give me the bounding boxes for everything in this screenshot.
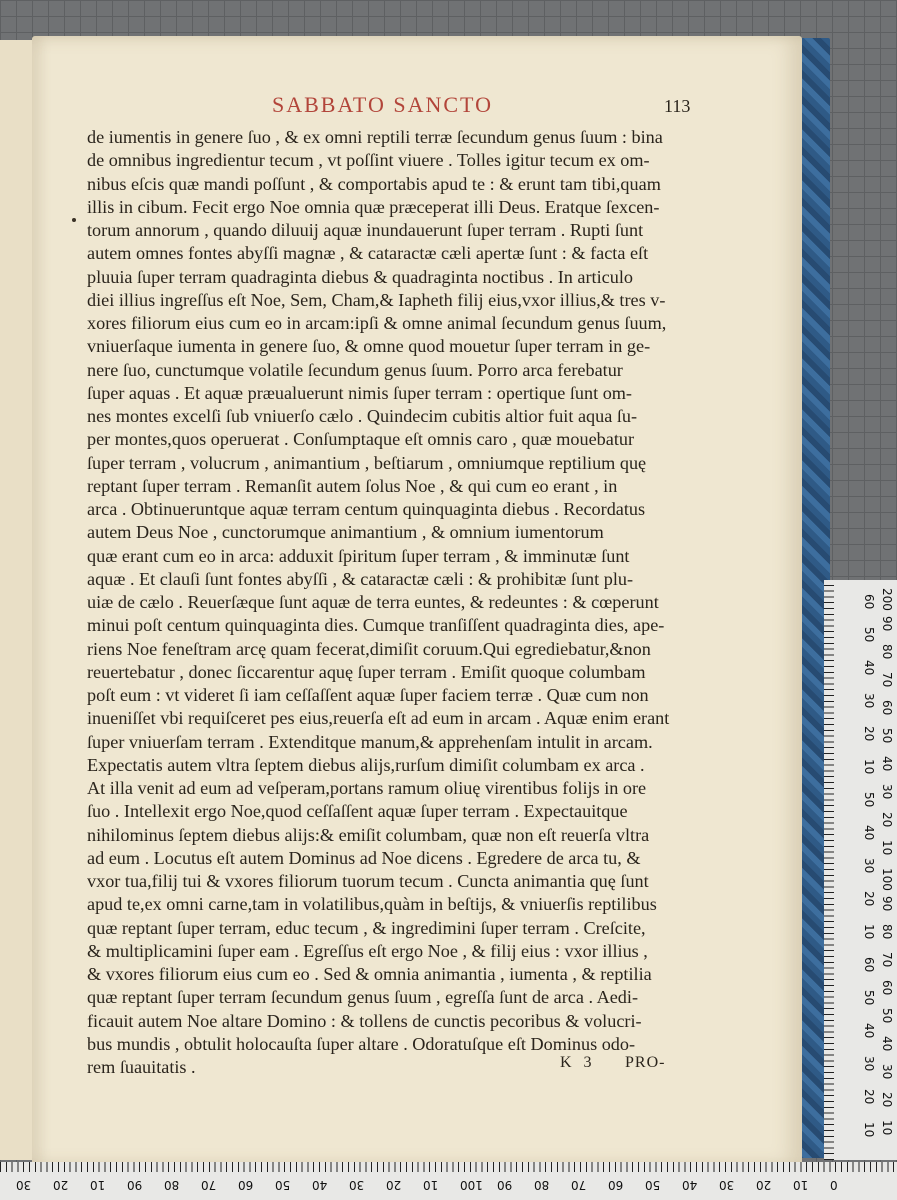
running-title: SABBATO SANCTO xyxy=(272,92,493,117)
text-line: ſuper terram , volucrum , animantium , beſtiarum , omniumque reptilium quę xyxy=(87,452,647,473)
horizontal-ruler xyxy=(0,1162,897,1200)
ruler-label: 10 xyxy=(423,1178,439,1192)
ruler-label: 40 xyxy=(312,1178,328,1192)
text-line: & vxores filiorum eius cum eo . Sed & omnia animantia , iumenta , & reptilia xyxy=(87,964,652,984)
text-line: bus mundis , obtulit holocauſta ſuper altare . Odoratuſque eſt Dominus odo- xyxy=(87,1033,636,1054)
ruler-label: 50 xyxy=(862,990,876,1006)
ruler-label: 70 xyxy=(571,1178,587,1192)
ruler-label: 50 xyxy=(275,1178,291,1192)
ruler-label: 30 xyxy=(862,858,876,874)
text-line: quæ reptant ſuper terram, educ tecum , & ingredimini ſuper terram . Creſcite, xyxy=(87,917,646,938)
facing-page-edge xyxy=(0,40,36,1160)
ruler-label: 70 xyxy=(880,672,894,688)
text-line: quæ erant cum eo in arca: adduxit ſpiritum ſuper terram , & imminutæ ſunt xyxy=(87,545,630,566)
ruler-label: 80 xyxy=(880,644,894,660)
ruler-label: 20 xyxy=(880,1092,894,1108)
ruler-label: 50 xyxy=(880,728,894,744)
ruler-label: 90 xyxy=(127,1178,143,1192)
text-line: nere ſuo, cunctumque volatile ſecundum genus ſuum. Porro arca ferebatur xyxy=(87,359,623,380)
ruler-label: 60 xyxy=(862,957,876,973)
text-line: reuertebatur , donec ſiccarentur aquę ſuper terram . Emiſit quoque columbam xyxy=(87,661,646,682)
text-line: pluuia ſuper terram quadraginta diebus & quadraginta noctibus . In articulo xyxy=(87,266,633,287)
text-line: xores filiorum eius cum eo in arcam:ipſi & omne animal ſecundum genus ſuum, xyxy=(87,313,667,333)
text-line: inueniſſet vbi requiſceret pes eius,reuerſa eſt ad eum in arcam . Aquæ enim erant xyxy=(87,708,670,729)
ruler-label: 200 xyxy=(880,588,894,611)
ruler-label: 10 xyxy=(880,1120,894,1136)
ruler-label: 10 xyxy=(862,924,876,940)
text-line: rem ſuauitatis . xyxy=(87,1057,196,1077)
text-line: Expectatis autem vltra ſeptem diebus alijs,rurſum dimiſit columbam ex arca . xyxy=(87,754,645,775)
ruler-label: 20 xyxy=(756,1178,772,1192)
body-text xyxy=(87,126,697,1079)
ruler-label: 60 xyxy=(238,1178,254,1192)
text-line: diei illius ingreſſus eſt Noe, Sem, Cham,& Iapheth filij eius,vxor illius,& tres v- xyxy=(87,289,666,310)
ruler-label: 20 xyxy=(386,1178,402,1192)
text-line: autem omnes fontes abyſſi magnæ , & cataractæ cæli apertæ ſunt : & facta eſt xyxy=(87,243,649,264)
ruler-label: 90 xyxy=(880,896,894,912)
text-line: nes montes excelſi ſub vniuerſo cælo . Quindecim cubitis altior fuit aqua ſu- xyxy=(87,406,638,426)
ruler-label: 10 xyxy=(90,1178,106,1192)
ruler-label: 30 xyxy=(349,1178,365,1192)
ruler-label: 30 xyxy=(16,1178,32,1192)
text-line: autem Deus Noe , cunctorumque animantium , & omnium iumentorum xyxy=(87,522,604,543)
text-line: ficauit autem Noe altare Domino : & tollens de cunctis pecoribus & volucri- xyxy=(87,1010,642,1031)
ruler-label: 100 xyxy=(880,868,894,891)
ruler-label: 30 xyxy=(719,1178,735,1192)
ruler-label: 100 xyxy=(460,1178,483,1192)
text-line: vxor tua,filij tui & vxores filiorum tuorum tecum . Cuncta animantia quę ſunt xyxy=(87,871,649,891)
ruler-label: 10 xyxy=(862,1122,876,1138)
ruler-label: 50 xyxy=(862,627,876,643)
text-line: nibus eſcis quæ mandi poſſunt , & comportabis apud te : & erunt tam tibi,quam xyxy=(87,173,661,194)
ruler-label: 50 xyxy=(862,792,876,808)
ruler-label: 20 xyxy=(862,891,876,907)
text-line: ſuper vniuerſam terram . Extenditque manum,& apprehenſam intulit in arcam. xyxy=(87,731,653,752)
ruler-label: 40 xyxy=(862,1023,876,1039)
ruler-label: 40 xyxy=(682,1178,698,1192)
ruler-label: 0 xyxy=(830,1178,838,1192)
ruler-label: 30 xyxy=(880,1064,894,1080)
ruler-label: 70 xyxy=(880,952,894,968)
text-line: vniuerſaque iumenta in genere ſuo, & omne quod mouetur ſuper terram in ge- xyxy=(87,336,651,357)
text-line: poſt eum : vt videret ſi iam ceſſaſſent aquæ ſuper faciem terræ . Quæ cum non xyxy=(87,685,649,705)
ruler-label: 60 xyxy=(862,594,876,610)
text-line: ſuo . Intellexit ergo Noe,quod ceſſaſſent aquæ ſuper terram . Expectauitque xyxy=(87,801,628,822)
text-line: arca . Obtinueruntque aquæ terram centum quinquaginta diebus . Recordatus xyxy=(87,499,646,519)
ruler-label: 40 xyxy=(862,660,876,676)
ruler-label: 40 xyxy=(880,756,894,772)
text-line: per montes,quos operuerat . Conſumptaque eſt omnis caro , quæ mouebatur xyxy=(87,429,635,450)
ruler-label: 10 xyxy=(862,759,876,775)
ruler-label: 40 xyxy=(862,825,876,841)
ruler-label: 60 xyxy=(880,980,894,996)
ruler-label: 30 xyxy=(862,693,876,709)
catchword: PRO- xyxy=(625,1054,666,1071)
ruler-label: 60 xyxy=(880,700,894,716)
text-line: aquæ . Et clauſi ſunt fontes abyſſi , & cataractæ cæli : & prohibitæ ſunt plu- xyxy=(87,568,634,589)
text-line: illis in cibum. Fecit ergo Noe omnia quæ præceperat illi Deus. Eratque ſexcen- xyxy=(87,196,660,217)
ruler-label: 30 xyxy=(880,784,894,800)
text-line: nihilominus ſeptem diebus alijs:& emiſit columbam, quæ non eſt reuerſa vltra xyxy=(87,824,650,845)
margin-mark xyxy=(72,218,76,222)
ruler-label: 20 xyxy=(862,1089,876,1105)
text-line: torum annorum , quando diluuij aquæ inundauerunt ſuper terram . Rupti ſunt xyxy=(87,220,644,240)
ruler-label: 70 xyxy=(201,1178,217,1192)
page-number: 113 xyxy=(664,96,691,116)
ruler-label: 50 xyxy=(645,1178,661,1192)
vertical-ruler xyxy=(824,580,897,1160)
text-line: ſuper aquas . Et aquæ præualuerunt nimis ſuper terram : opertique ſunt om- xyxy=(87,382,632,403)
ruler-label: 20 xyxy=(862,726,876,742)
ruler-label: 60 xyxy=(608,1178,624,1192)
ruler-label: 80 xyxy=(164,1178,180,1192)
text-line: & multiplicamini ſuper eam . Egreſſus eſt ergo Noe , & filij eius : vxor illius , xyxy=(87,940,648,961)
text-line: uiæ de cælo . Reuerſæque ſunt aquæ de terra euntes, & redeuntes : & cœperunt xyxy=(87,592,659,612)
ruler-label: 90 xyxy=(497,1178,513,1192)
text-line: minui poſt centum quinquaginta dies. Cumque tranſiſſent quadraginta dies, ape- xyxy=(87,615,665,636)
ruler-label: 40 xyxy=(880,1036,894,1052)
ruler-label: 20 xyxy=(880,812,894,828)
ruler-label: 10 xyxy=(880,840,894,856)
text-line: apud te,ex omni carne,tam in volatilibus,quàm in beſtijs, & vniuerſis reptilibus xyxy=(87,894,657,915)
ruler-label: 30 xyxy=(862,1056,876,1072)
ruler-label: 90 xyxy=(880,616,894,632)
text-line: reptant ſuper terram . Remanſit autem ſolus Noe , & qui cum eo erant , in xyxy=(87,475,618,496)
signature-mark: K 3 xyxy=(560,1054,596,1071)
ruler-label: 80 xyxy=(534,1178,550,1192)
text-line: quæ reptant ſuper terram ſecundum genus ſuum , egreſſa ſunt de arca . Aedi- xyxy=(87,987,638,1008)
text-line: At illa venit ad eum ad veſperam,portans ramum oliuę virentibus folijs in ore xyxy=(87,778,647,798)
ruler-label: 80 xyxy=(880,924,894,940)
text-line: ad eum . Locutus eſt autem Dominus ad Noe dicens . Egredere de arca tu, & xyxy=(87,847,641,868)
text-line: riens Noe feneſtram arcę quam fecerat,dimiſit coruum.Qui egrediebatur,&non xyxy=(87,638,651,659)
ruler-label: 10 xyxy=(793,1178,809,1192)
ruler-label: 20 xyxy=(53,1178,69,1192)
text-line: de iumentis in genere ſuo , & ex omni reptili terræ ſecundum genus ſuum : bina xyxy=(87,127,663,147)
ruler-label: 50 xyxy=(880,1008,894,1024)
text-line: de omnibus ingredientur tecum , vt poſſint viuere . Tolles igitur tecum ex om- xyxy=(87,150,650,171)
